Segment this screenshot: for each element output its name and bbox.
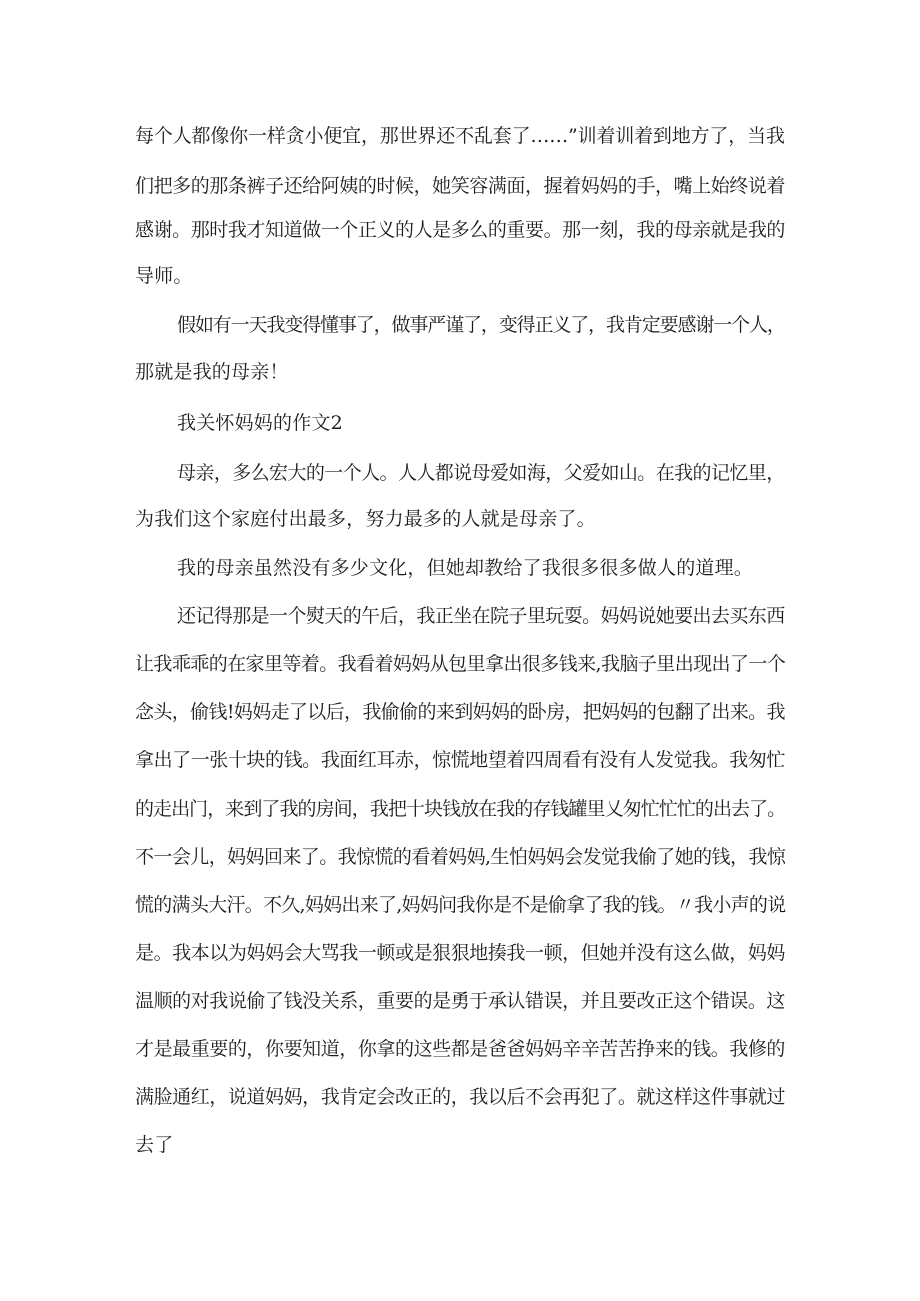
- text-line: 我的母亲虽然没有多少文化，但她却教给了我很多很多做人的道理。: [177, 557, 754, 579]
- text-line: 去了: [135, 1134, 174, 1156]
- text-line: 为我们这个家庭付出最多，努力最多的人就是母亲了。: [135, 508, 596, 530]
- text-line: 慌的满头大汗。不久,妈妈出来了,妈妈问我你是不是偷拿了我的钱。〃我小声的说: [135, 894, 786, 916]
- text-line: 是。我本以为妈妈会大骂我一顿或是狠狠地揍我一顿，但她并没有这么做，妈妈: [135, 942, 786, 964]
- text-line: 还记得那是一个熨天的午后，我正坐在院子里玩耍。妈妈说她要出去买东西: [177, 605, 785, 627]
- text-line: 假如有一天我变得懂事了，做事严谨了，变得正义了，我肯定要感谢一个人，: [177, 314, 785, 336]
- text-line: 温顺的对我说偷了钱没关系，重要的是勇于承认错误，并且要改正这个错误。这: [135, 990, 786, 1012]
- text-line: 每个人都像你一样贪小便宜，那世界还不乱套了……”训着训着到地方了，当我: [135, 125, 785, 147]
- text-line: 那就是我的母亲！: [135, 361, 289, 383]
- text-line: 才是最重要的，你要知道，你拿的这些都是爸爸妈妈辛辛苦苦挣来的钱。我修的: [135, 1038, 786, 1060]
- text-line: 的走出门，来到了我的房间，我把十块钱放在我的存钱罐里乂匆忙忙忙的出去了。: [135, 798, 786, 820]
- section-heading: 我关怀妈妈的作文2: [177, 412, 343, 434]
- text-line: 不一会儿，妈妈回来了。我惊慌的看着妈妈,生怕妈妈会发觉我偷了她的钱，我惊: [135, 846, 786, 868]
- text-line: 们把多的那条裤子还给阿姨的时候，她笑容满面，握着妈妈的手，嘴上始终说着: [135, 175, 786, 197]
- text-line: 满脸通红，说道妈妈，我肯定会改正的，我以后不会再犯了。就这样这件事就过: [135, 1086, 786, 1108]
- text-line: 让我乖乖的在家里等着。我看着妈妈从包里拿出很多钱来,我脑子里出现出了一个: [135, 653, 786, 675]
- text-line: 念头，偷钱!妈妈走了以后，我偷偷的来到妈妈的卧房，把妈妈的包翻了出来。我: [135, 701, 785, 723]
- text-line: 拿出了一张十块的钱。我面红耳赤，惊慌地望着四周看有没有人发觉我。我匆忙: [135, 749, 786, 771]
- text-line: 感谢。那时我才知道做一个正义的人是多么的重要。那一刻，我的母亲就是我的: [135, 219, 786, 241]
- text-line: 导师。: [135, 265, 193, 287]
- text-line: 母亲，多么宏大的一个人。人人都说母爱如海，父爱如山。在我的记忆里，: [177, 462, 785, 484]
